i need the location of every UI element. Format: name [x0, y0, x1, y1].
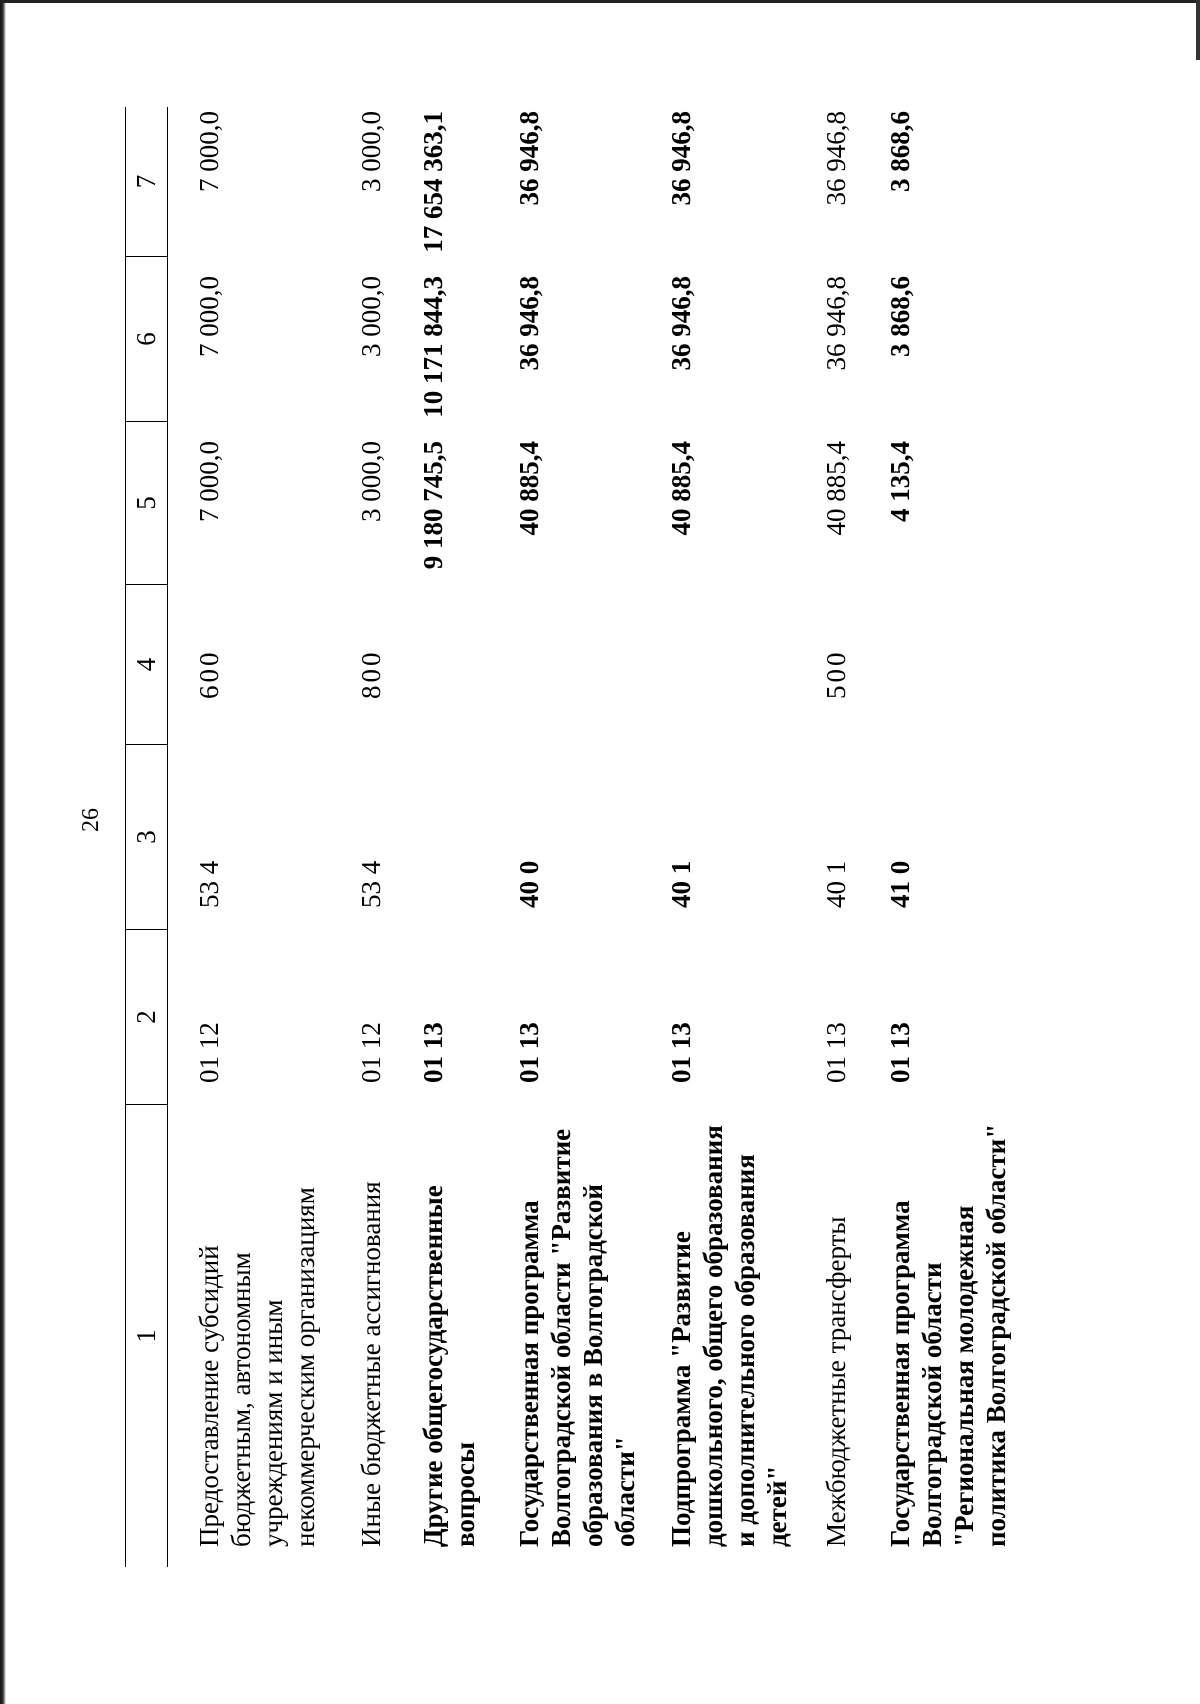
row-amount-2: 36 946,8: [514, 276, 544, 371]
row-expense-type: [417, 584, 513, 744]
row-amount-1: 40 885,4: [821, 441, 851, 536]
row-name: Подпрограмма "Развитие дошкольного, общего образования и дополнительного образования детей": [666, 1125, 792, 1547]
row-amount-1: 3 000,0: [356, 441, 386, 522]
row-article: 40 0: [514, 860, 544, 908]
row-name: Другие общегосударственные вопросы: [418, 1185, 480, 1547]
row-name: Межбюджетные трансферты: [821, 1216, 851, 1547]
row-name: Государственная программа Волгоградской области "Региональная молодежная политика Волгоградской области": [885, 1123, 1011, 1547]
row-amount-1: 7 000,0: [194, 441, 224, 522]
row-section: 01 13: [821, 1022, 851, 1083]
header-col-5: 5: [126, 421, 167, 584]
row-amount-1: 40 885,4: [666, 441, 696, 536]
row-section: 01 13: [514, 1022, 544, 1083]
header-col-2: 2: [126, 929, 167, 1104]
row-amount-2: 36 946,8: [666, 276, 696, 371]
row-amount-2: 10 171 844,3: [418, 276, 448, 418]
row-amount-1: 4 135,4: [885, 441, 915, 522]
row-amount-2: 3 000,0: [356, 276, 386, 357]
table-row: [513, 107, 665, 1567]
table-row: [417, 107, 513, 1567]
row-article: 53 4: [194, 860, 224, 908]
row-amount-2: 7 000,0: [194, 276, 224, 357]
row-expense-type: [665, 584, 820, 744]
row-name: Иные бюджетные ассигнования: [356, 1181, 386, 1547]
table-row: [665, 107, 820, 1567]
page-number: 26: [78, 808, 104, 832]
header-col-4: 4: [126, 584, 167, 744]
row-article: 40 1: [821, 860, 851, 908]
row-amount-3: 36 946,8: [821, 111, 851, 206]
table-row: [193, 107, 355, 1567]
row-amount-3: 36 946,8: [514, 111, 544, 206]
row-expense-type: [884, 584, 1054, 744]
row-expense-type: 800: [356, 649, 386, 699]
row-article: 53 4: [356, 860, 386, 908]
row-amount-2: 36 946,8: [821, 276, 851, 371]
row-section: 01 13: [666, 1022, 696, 1083]
row-section: 01 13: [418, 1022, 448, 1083]
row-expense-type: 500: [821, 649, 851, 699]
row-section: 01 13: [885, 1022, 915, 1083]
row-amount-3: 17 654 363,1: [418, 111, 448, 253]
table-row: [884, 107, 1054, 1567]
header-col-7: 7: [131, 174, 161, 189]
row-amount-3: 7 000,0: [194, 111, 224, 192]
row-amount-2: 3 868,6: [885, 276, 915, 357]
row-expense-type: 600: [194, 649, 224, 699]
table-row: [820, 107, 884, 1567]
row-section: 01 12: [356, 1022, 386, 1083]
table-row: [355, 107, 417, 1567]
header-col-6: 6: [126, 256, 167, 421]
row-expense-type: [513, 584, 665, 744]
row-article: 40 1: [666, 860, 696, 908]
row-section: 01 12: [194, 1022, 224, 1083]
row-article: [417, 744, 513, 929]
row-amount-1: 9 180 745,5: [418, 441, 448, 570]
header-col-3: 3: [126, 744, 167, 929]
row-amount-3: 3 000,0: [356, 111, 386, 192]
budget-table: [125, 107, 1054, 1567]
row-article: 41 0: [885, 860, 915, 908]
row-name: Предоставление субсидий бюджетным, автономным учреждениям и иным некоммерческим организациям: [194, 1187, 320, 1547]
table-header: [125, 107, 168, 1567]
row-name: Государственная программа Волгоградской области "Развитие образования в Волгоградской области": [514, 1128, 640, 1547]
row-amount-1: 40 885,4: [514, 441, 544, 536]
row-amount-3: 36 946,8: [666, 111, 696, 206]
row-amount-3: 3 868,6: [885, 111, 915, 192]
header-col-1: 1: [126, 1104, 167, 1567]
